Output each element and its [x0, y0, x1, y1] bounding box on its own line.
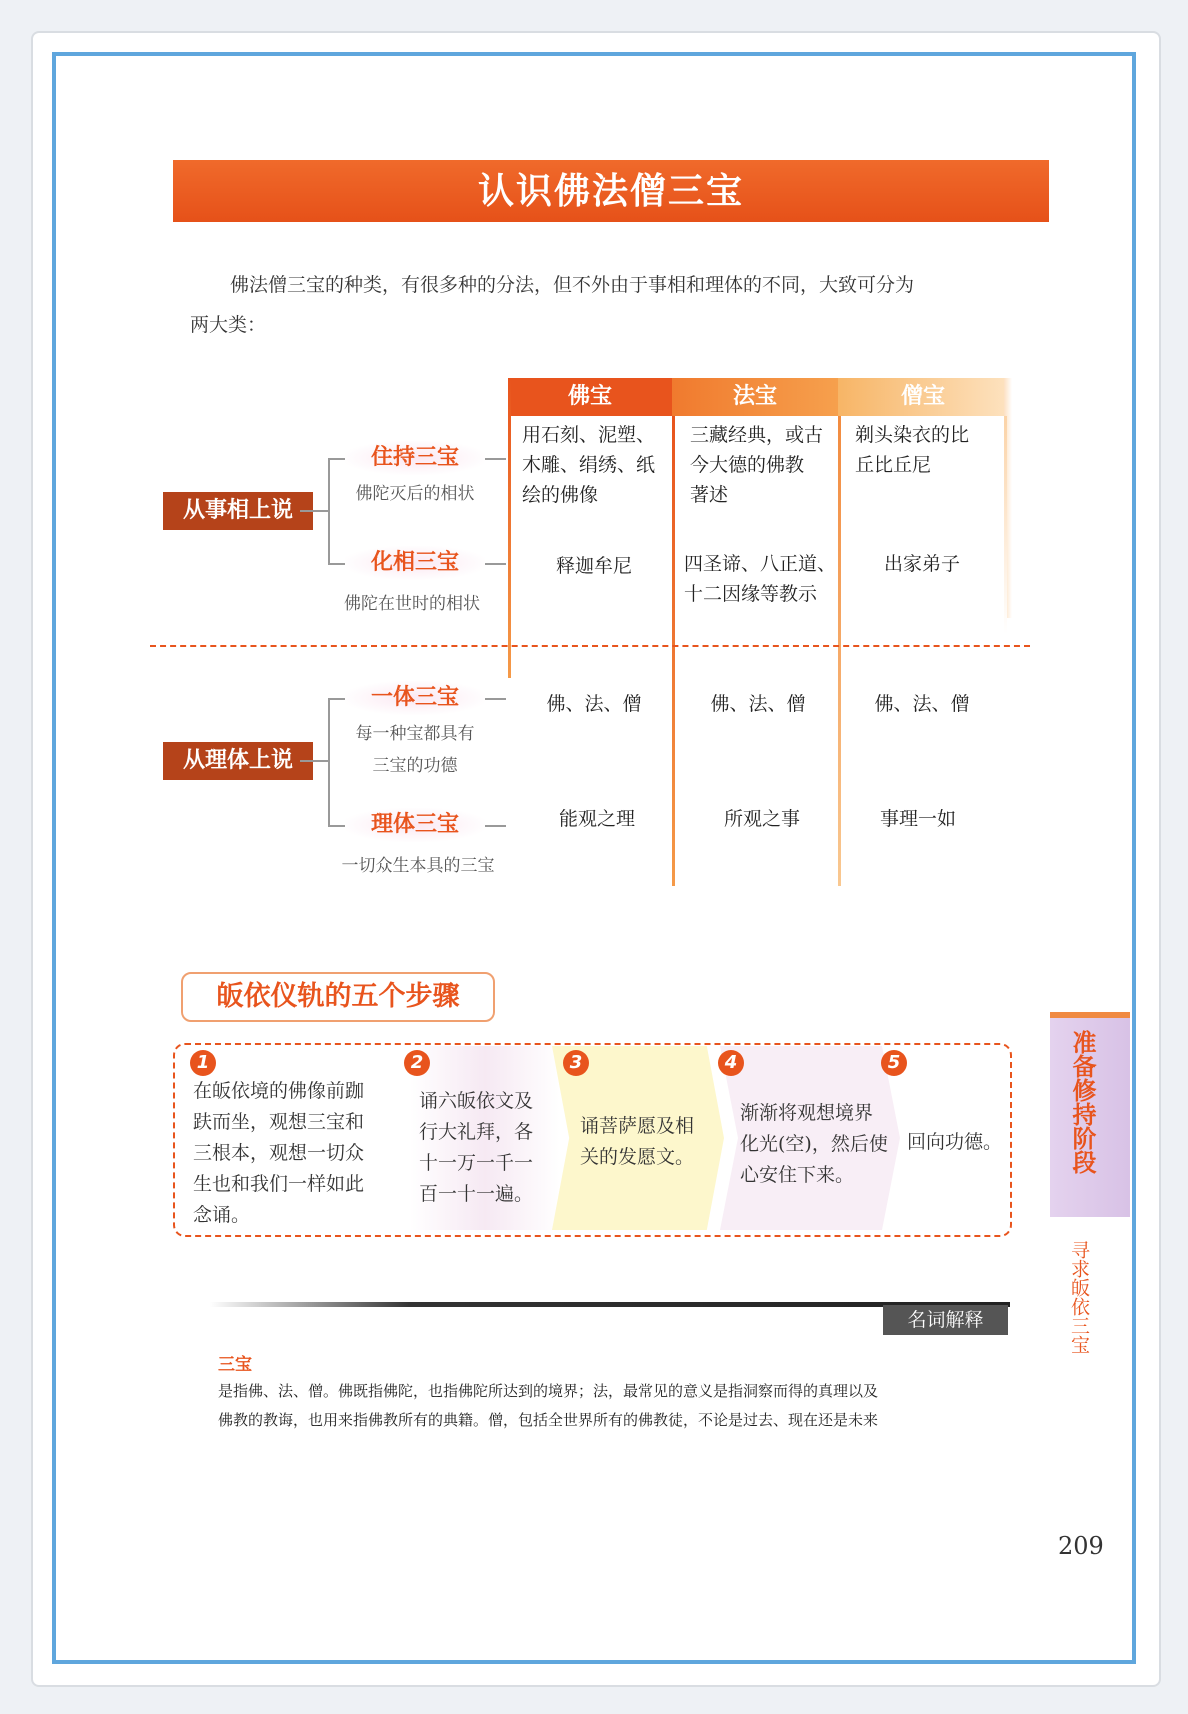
step-1-text — [193, 1076, 398, 1231]
glossary-tag: 名词解释 — [883, 1305, 1008, 1335]
label-zhuchi: 住持三宝 — [345, 441, 485, 475]
page-title: 认识佛法僧三宝 — [173, 160, 1049, 222]
step-line: 趺而坐，观想三宝和 — [193, 1111, 365, 1133]
cell-line: 四圣谛、八正道、 — [684, 553, 837, 575]
label-liti: 从理体上说 — [163, 742, 313, 780]
cell-yiti-seng: 佛、法、僧 — [874, 693, 970, 715]
step-line: 关的发愿文。 — [580, 1146, 695, 1168]
cell-line: 今大德的佛教 — [690, 454, 805, 476]
cell-line: 绘的佛像 — [522, 484, 599, 506]
cell-line: 用石刻、泥塑、 — [522, 424, 656, 446]
step-line: 心安住下来。 — [740, 1164, 855, 1186]
note-line: 三宝的功德 — [372, 756, 458, 776]
step-2-text — [419, 1086, 564, 1210]
glossary-line-2: 佛教的教诲，也用来指佛教所有的典籍。僧，包括全世界所有的佛教徒，不论是过去、现在还是未来 — [218, 1411, 879, 1429]
step-number: 5 — [881, 1050, 907, 1076]
step-number: 1 — [190, 1050, 216, 1076]
column-divider — [508, 378, 511, 678]
header-sengbao: 僧宝 — [838, 378, 1008, 416]
step-line: 百一十一遍。 — [419, 1183, 534, 1205]
cell-line: 丘比丘尼 — [855, 454, 932, 476]
cell-zhuchi-fo — [522, 420, 670, 510]
header-fabao: 法宝 — [672, 378, 838, 416]
header-fobao: 佛宝 — [508, 378, 672, 416]
step-number: 4 — [718, 1050, 744, 1076]
step-line: 三根本，观想一切众 — [193, 1142, 365, 1164]
intro-line-2: 两大类： — [190, 314, 267, 336]
note-liti3: 一切众生本具的三宝 — [341, 856, 495, 876]
cell-liti3-fa: 所观之事 — [723, 808, 800, 830]
note-line: 每一种宝都具有 — [355, 724, 475, 744]
chapter-side-tab-label: 准备修持阶段 — [1068, 1030, 1096, 1174]
column-divider — [1004, 416, 1007, 634]
cell-yiti-fo: 佛、法、僧 — [546, 693, 642, 715]
cell-line: 木雕、绢绣、纸 — [522, 454, 656, 476]
label-shixiang: 从事相上说 — [163, 492, 313, 530]
step-line: 诵六皈依文及 — [419, 1090, 534, 1112]
step-line: 渐渐将观想境界 — [740, 1102, 874, 1124]
step-number: 2 — [404, 1050, 430, 1076]
cell-line: 著述 — [690, 484, 729, 506]
glossary-term: 三宝 — [218, 1355, 252, 1375]
note-yiti — [330, 718, 500, 782]
label-huaxiang: 化相三宝 — [345, 546, 485, 580]
step-5-text: 回向功德。 — [907, 1131, 1003, 1153]
bracket-line — [328, 458, 330, 564]
glossary-line-1: 是指佛、法、僧。佛既指佛陀，也指佛陀所达到的境界；法，最常见的意义是指洞察而得的真理以及 — [218, 1382, 879, 1400]
intro-line-1: 佛法僧三宝的种类，有很多种的分法，但不外由于事相和理体的不同，大致可分为 — [230, 274, 915, 296]
note-huaxiang: 佛陀在世时的相状 — [344, 594, 480, 614]
cell-line: 十二因缘等教示 — [684, 583, 818, 605]
cell-line: 剃头染衣的比 — [855, 424, 970, 446]
page-number: 209 — [1058, 1532, 1104, 1560]
label-yiti: 一体三宝 — [345, 681, 485, 715]
chapter-side-subtitle: 寻求皈依三宝 — [1068, 1240, 1090, 1354]
cell-liti3-seng: 事理一如 — [879, 808, 956, 830]
step-3-text — [580, 1111, 720, 1173]
label-liti3: 理体三宝 — [345, 808, 485, 842]
cell-huaxiang-seng: 出家弟子 — [883, 553, 960, 575]
cell-yiti-fa: 佛、法、僧 — [710, 693, 806, 715]
section-divider — [150, 645, 1030, 647]
step-line: 行大礼拜，各 — [419, 1121, 534, 1143]
cell-line: 三藏经典，或古 — [690, 424, 824, 446]
bracket-line — [300, 760, 328, 762]
cell-zhuchi-seng — [855, 420, 1003, 480]
cell-huaxiang-fo: 释迦牟尼 — [555, 555, 632, 577]
step-4-text — [740, 1098, 910, 1191]
step-number: 3 — [563, 1050, 589, 1076]
step-line: 化光(空)，然后使 — [740, 1133, 888, 1155]
cell-liti3-fo: 能观之理 — [558, 808, 635, 830]
cell-zhuchi-fa — [690, 420, 838, 510]
step-line: 十一万一千一 — [419, 1152, 534, 1174]
step-line: 诵菩萨愿及相 — [580, 1115, 695, 1137]
bracket-line — [300, 510, 328, 512]
cell-huaxiang-fa — [684, 549, 844, 609]
step-line: 念诵。 — [193, 1204, 251, 1226]
step-line: 在皈依境的佛像前跏 — [193, 1080, 365, 1102]
step-line: 生也和我们一样如此 — [193, 1173, 365, 1195]
note-zhuchi: 佛陀灭后的相状 — [355, 484, 475, 504]
steps-title: 皈依仪轨的五个步骤 — [181, 972, 495, 1022]
